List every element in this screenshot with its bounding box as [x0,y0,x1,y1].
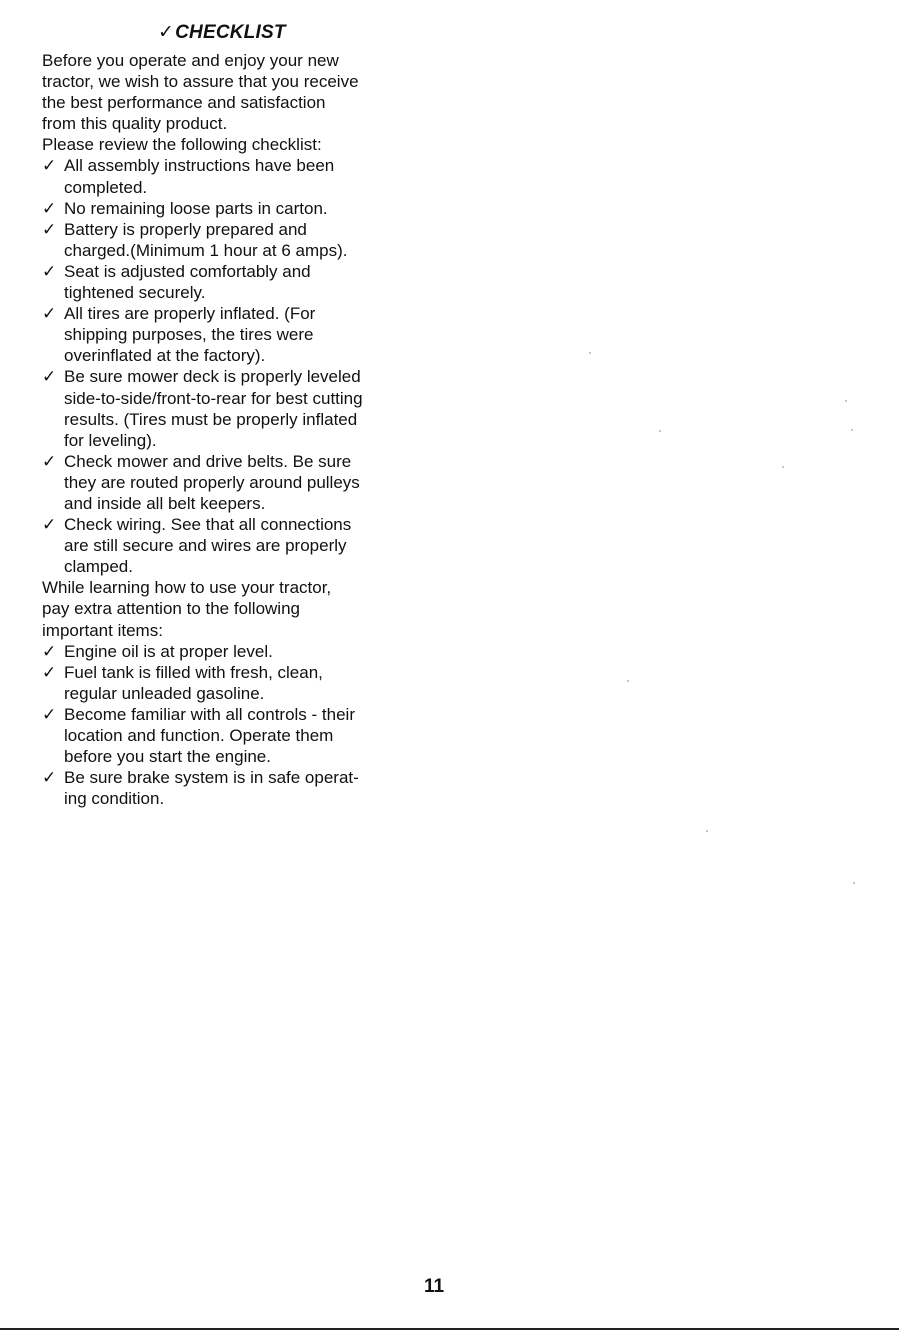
checklist-item [42,767,432,809]
paragraph-line: Please review the following checklist: [42,135,322,155]
checklist-item-line: overinflated at the factory). [64,346,266,366]
checklist-item-line: charged.(Minimum 1 hour at 6 amps). [64,240,348,260]
checklist-item-line: regular unleaded gasoline. [64,683,265,703]
checklist-item [42,662,432,704]
checklist-item-line: Be sure brake system is in safe operat- [64,768,359,788]
checklist-item-line: Check wiring. See that all connections [64,515,352,535]
checklist-item-line: side-to-side/front-to-rear for best cutting [64,388,363,408]
checklist-item [42,514,432,577]
checklist-item [42,451,432,514]
checklist-item-line: shipping purposes, the tires were [64,325,314,345]
paragraph-line: tractor, we wish to assure that you receive [42,72,359,92]
check-mark-icon: ✓ [42,367,57,387]
checklist-item-text [64,155,432,197]
check-mark-icon: ✓ [42,704,57,724]
paragraph-line: Before you operate and enjoy your new [42,51,339,70]
checklist-important-items [42,641,432,810]
checklist-item-line: Become familiar with all controls - their [64,704,355,724]
checklist-item-line: Check mower and drive belts. Be sure [64,451,352,471]
checklist-heading [158,21,286,44]
checklist-item-line: All assembly instructions have been [64,156,335,176]
paragraph-line: important items: [42,620,163,640]
checklist-item-line: they are routed properly around pulleys [64,472,360,492]
scan-speck [845,400,847,402]
checklist-item-text [64,198,432,219]
checklist-item [42,155,432,197]
middle-paragraph [42,577,432,640]
scan-speck [782,466,784,468]
checklist-item-text [64,662,432,704]
checklist-item [42,641,432,662]
checklist-item-text [64,704,432,767]
paragraph-line: pay extra attention to the following [42,599,300,619]
check-mark-icon: ✓ [42,156,57,176]
check-mark-icon: ✓ [158,22,175,43]
bottom-rule [0,1328,899,1330]
intro-paragraph [42,50,432,155]
checklist-item-line: Battery is properly prepared and [64,219,307,239]
checklist-item-line: ing condition. [64,789,165,809]
checklist-item-line: Engine oil is at proper level. [64,641,273,661]
checklist-item-line: Be sure mower deck is properly leveled [64,367,361,387]
checklist-item-line: location and function. Operate them [64,726,334,745]
check-mark-icon: ✓ [42,515,57,535]
checklist-item-text [64,261,432,303]
checklist-item-text [64,451,432,514]
check-mark-icon: ✓ [42,641,57,661]
checklist-item-line: No remaining loose parts in carton. [64,198,328,218]
checklist-item [42,704,432,767]
checklist-item-text [64,219,432,261]
checklist-item-line: Seat is adjusted comfortably and [64,261,311,281]
paragraph-line: While learning how to use your tractor, [42,578,332,598]
heading-text: CHECKLIST [175,22,286,43]
checklist-item-line: results. (Tires must be properly inflated [64,409,358,429]
checklist-item-line: for leveling). [64,430,157,450]
checklist-item [42,261,432,303]
check-mark-icon: ✓ [42,768,57,788]
paragraph-line: from this quality product. [42,114,228,134]
check-mark-icon: ✓ [42,451,57,471]
checklist-item [42,366,432,450]
checklist-item [42,198,432,219]
scan-speck [659,430,661,432]
checklist-item [42,303,432,366]
checklist-item-text [64,303,432,366]
check-mark-icon: ✓ [42,261,57,281]
check-mark-icon: ✓ [42,198,57,218]
checklist-item-line: Fuel tank is filled with fresh, clean, [64,662,323,682]
checklist-item-line: and inside all belt keepers. [64,493,266,513]
checklist-item-line: tightened securely. [64,283,206,303]
check-mark-icon: ✓ [42,304,57,324]
checklist-before-operating [42,155,432,577]
checklist-item-line: are still secure and wires are properly [64,536,347,556]
scan-speck [627,680,629,682]
checklist-item-text [64,366,432,450]
scan-speck [589,352,591,354]
checklist-item-text [64,514,432,577]
checklist-item-line: All tires are properly inflated. (For [64,304,316,324]
scan-speck [851,429,853,431]
checklist-item [42,219,432,261]
paragraph-line: the best performance and satisfaction [42,93,326,113]
checklist-item-text [64,641,432,662]
checklist-item-line: before you start the engine. [64,747,271,767]
checklist-item-line: clamped. [64,557,133,577]
scan-speck [706,830,708,832]
checklist-item-line: completed. [64,177,148,197]
checklist-column [42,50,432,809]
check-mark-icon: ✓ [42,219,57,239]
page-number: 11 [424,1276,445,1297]
check-mark-icon: ✓ [42,662,57,682]
scan-speck [853,882,855,884]
checklist-item-text [64,767,432,809]
